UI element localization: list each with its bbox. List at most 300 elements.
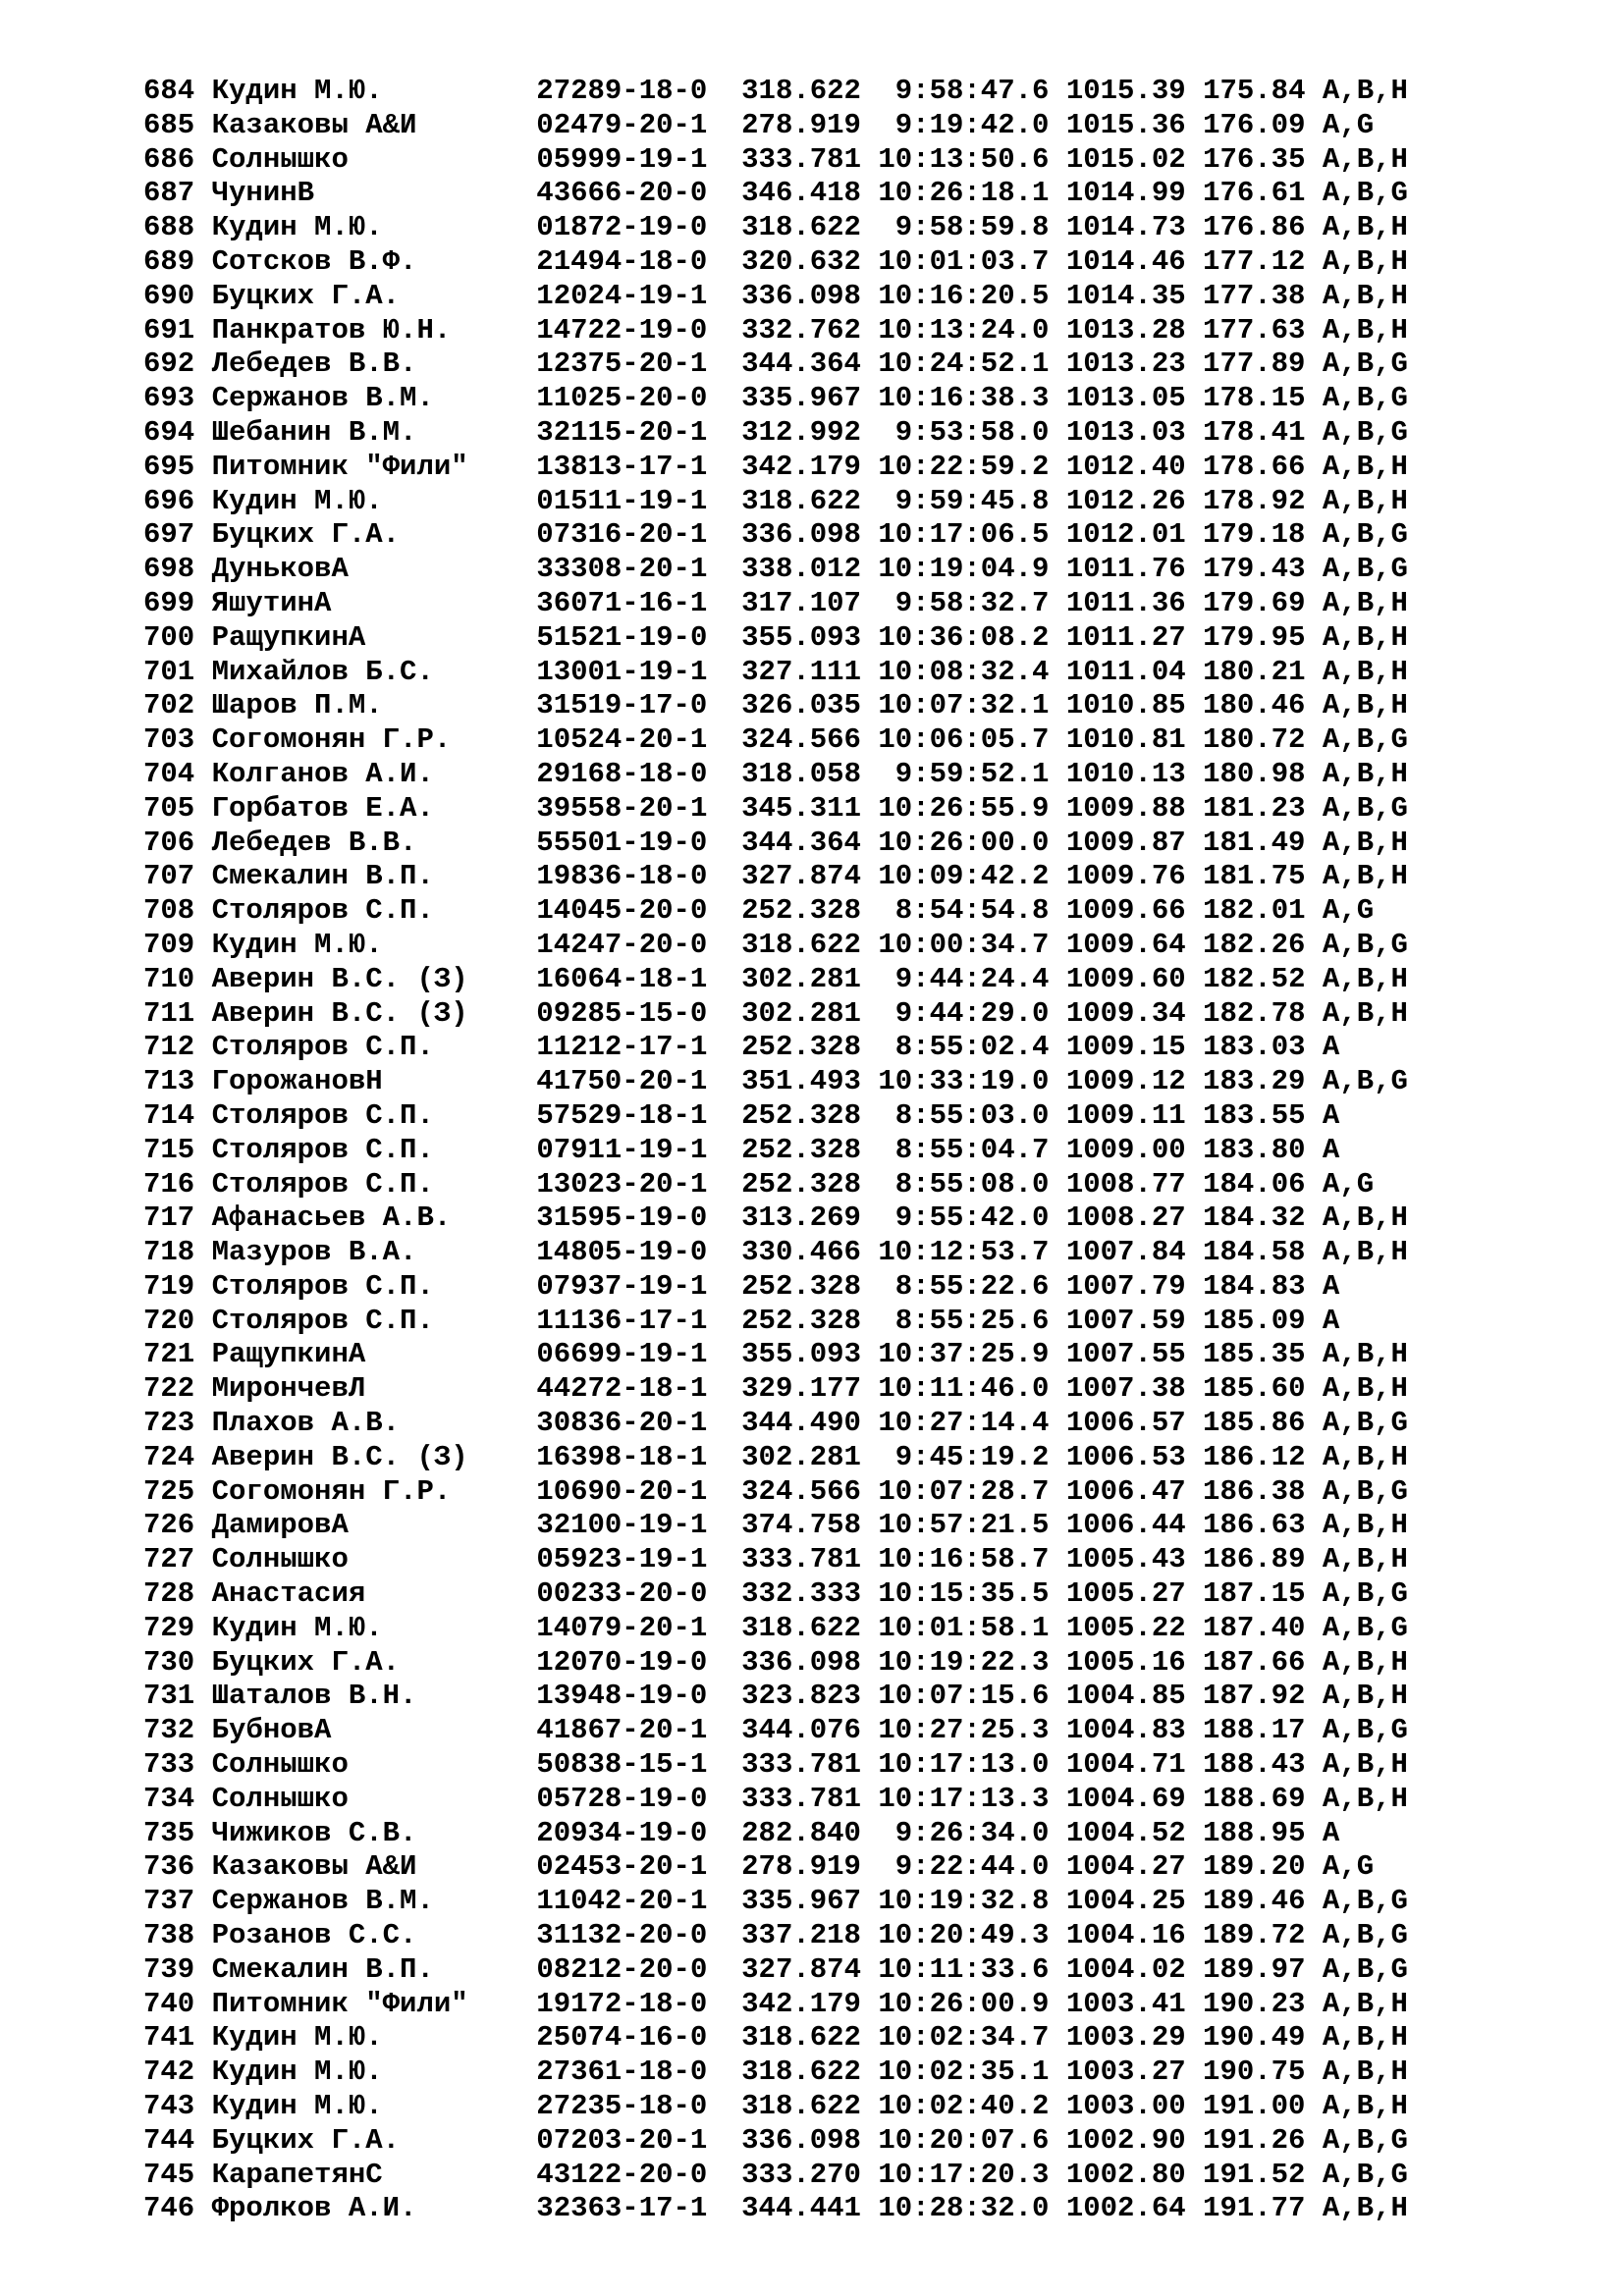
coefficient-cell: 186.63 [1203,1509,1306,1542]
categories-cell: A [1322,1133,1340,1166]
coefficient-cell: 185.35 [1203,1338,1306,1371]
coefficient-cell: 185.60 [1203,1372,1306,1406]
distance-cell: 336.098 [741,2123,861,2157]
categories-cell: A,B,H [1322,1509,1408,1542]
time-cell: 10:33:19.0 [878,1065,1050,1098]
ring-cell: 13001-19-1 [536,655,708,688]
place-cell: 735 [143,1816,195,1849]
coefficient-cell: 181.75 [1203,860,1306,893]
speed-cell: 1014.73 [1065,211,1186,244]
categories-cell: A,B,H [1322,244,1408,278]
distance-cell: 318.622 [741,2056,861,2089]
result-row [143,1338,1408,1372]
coefficient-cell: 180.21 [1203,655,1306,688]
distance-cell: 318.622 [741,484,861,517]
fancier-cell: Буцких Г.А. [211,2123,401,2157]
time-cell: 8:55:03.0 [894,1098,1050,1132]
categories-cell: A,B,G [1322,1577,1408,1611]
categories-cell: A,G [1322,1850,1375,1884]
time-cell: 10:02:34.7 [878,2021,1050,2055]
place-cell: 723 [143,1407,195,1440]
result-row [143,894,1408,929]
time-cell: 10:36:08.2 [878,620,1050,654]
categories-cell: A [1322,1816,1340,1849]
fancier-cell: Буцких Г.А. [211,518,401,552]
ring-cell: 05923-19-1 [536,1543,708,1576]
fancier-cell: РащупкинА [211,620,366,654]
ring-cell: 31595-19-0 [536,1201,708,1235]
place-cell: 733 [143,1748,195,1782]
distance-cell: 326.035 [741,689,861,722]
categories-cell: A,B,H [1322,586,1408,619]
distance-cell: 302.281 [741,996,861,1030]
time-cell: 10:15:35.5 [878,1577,1050,1611]
time-cell: 9:53:58.0 [894,415,1050,449]
categories-cell: A,B,H [1322,860,1408,893]
distance-cell: 313.269 [741,1201,861,1235]
ring-cell: 14079-20-1 [536,1611,708,1644]
distance-cell: 333.781 [741,1782,861,1815]
fancier-cell: Розанов С.С. [211,1919,417,1952]
categories-cell: A,B,H [1322,279,1408,312]
speed-cell: 1009.15 [1065,1031,1186,1064]
speed-cell: 1002.90 [1065,2123,1186,2157]
coefficient-cell: 178.66 [1203,450,1306,483]
categories-cell: A,B,G [1322,177,1408,210]
categories-cell: A,B,H [1322,1645,1408,1679]
coefficient-cell: 188.69 [1203,1782,1306,1815]
result-row [143,1988,1408,2022]
time-cell: 10:17:20.3 [878,2158,1050,2191]
fancier-cell: Шаров П.М. [211,689,383,722]
time-cell: 10:01:58.1 [878,1611,1050,1644]
place-cell: 727 [143,1543,195,1576]
fancier-cell: ГорожановН [211,1065,383,1098]
fancier-cell: ДуньковА [211,553,349,586]
fancier-cell: Согомонян Г.Р. [211,1474,452,1508]
distance-cell: 336.098 [741,1645,861,1679]
place-cell: 725 [143,1474,195,1508]
speed-cell: 1004.52 [1065,1816,1186,1849]
speed-cell: 1009.00 [1065,1133,1186,1166]
speed-cell: 1010.85 [1065,689,1186,722]
fancier-cell: Смекалин В.П. [211,1952,434,1986]
ring-cell: 02479-20-1 [536,108,708,141]
speed-cell: 1004.85 [1065,1680,1186,1713]
fancier-cell: Колганов А.И. [211,757,434,790]
categories-cell: A,B,G [1322,723,1408,757]
place-cell: 697 [143,518,195,552]
ring-cell: 27289-18-0 [536,75,708,107]
coefficient-cell: 179.43 [1203,553,1306,586]
result-row [143,2021,1408,2056]
distance-cell: 302.281 [741,1440,861,1473]
time-cell: 10:09:42.2 [878,860,1050,893]
result-row [143,211,1408,245]
ring-cell: 43122-20-0 [536,2158,708,2191]
result-row [143,587,1408,621]
result-row [143,1817,1408,1851]
speed-cell: 1014.99 [1065,177,1186,210]
categories-cell: A,B,H [1322,1748,1408,1782]
coefficient-cell: 185.09 [1203,1304,1306,1337]
speed-cell: 1002.64 [1065,2192,1186,2225]
fancier-cell: Плахов А.В. [211,1407,401,1440]
time-cell: 10:26:00.9 [878,1987,1050,2020]
categories-cell: A,B,G [1322,347,1408,381]
speed-cell: 1003.00 [1065,2090,1186,2123]
time-cell: 9:58:32.7 [894,586,1050,619]
categories-cell: A,B,H [1322,1372,1408,1406]
place-cell: 709 [143,928,195,961]
coefficient-cell: 187.92 [1203,1680,1306,1713]
time-cell: 10:11:46.0 [878,1372,1050,1406]
place-cell: 696 [143,484,195,517]
speed-cell: 1010.13 [1065,757,1186,790]
speed-cell: 1008.27 [1065,1201,1186,1235]
categories-cell: A,B,H [1322,996,1408,1030]
ring-cell: 21494-18-0 [536,244,708,278]
distance-cell: 318.058 [741,757,861,790]
distance-cell: 333.270 [741,2158,861,2191]
result-row [143,1236,1408,1270]
time-cell: 10:16:20.5 [878,279,1050,312]
fancier-cell: РащупкинА [211,1338,366,1371]
distance-cell: 318.622 [741,211,861,244]
result-row [143,1714,1408,1748]
distance-cell: 318.622 [741,2021,861,2055]
fancier-cell: Лебедев В.В. [211,347,417,381]
distance-cell: 318.622 [741,75,861,107]
speed-cell: 1014.35 [1065,279,1186,312]
distance-cell: 335.967 [741,382,861,415]
coefficient-cell: 177.63 [1203,313,1306,347]
fancier-cell: Кудин М.Ю. [211,2090,383,2123]
result-row [143,1577,1408,1612]
ring-cell: 08212-20-0 [536,1952,708,1986]
time-cell: 9:59:52.1 [894,757,1050,790]
ring-cell: 12375-20-1 [536,347,708,381]
coefficient-cell: 176.86 [1203,211,1306,244]
coefficient-cell: 182.26 [1203,928,1306,961]
result-row [143,792,1408,827]
speed-cell: 1012.26 [1065,484,1186,517]
categories-cell: A,B,G [1322,1065,1408,1098]
distance-cell: 332.333 [741,1577,861,1611]
time-cell: 10:22:59.2 [878,450,1050,483]
ring-cell: 43666-20-0 [536,177,708,210]
speed-cell: 1005.16 [1065,1645,1186,1679]
speed-cell: 1011.36 [1065,586,1186,619]
distance-cell: 344.490 [741,1407,861,1440]
fancier-cell: Столяров С.П. [211,894,434,928]
speed-cell: 1005.43 [1065,1543,1186,1576]
categories-cell: A,G [1322,108,1375,141]
coefficient-cell: 179.69 [1203,586,1306,619]
speed-cell: 1005.22 [1065,1611,1186,1644]
ring-cell: 32100-19-1 [536,1509,708,1542]
time-cell: 9:26:34.0 [894,1816,1050,1849]
place-cell: 738 [143,1919,195,1952]
categories-cell: A,B,G [1322,928,1408,961]
categories-cell: A,B,H [1322,2192,1408,2225]
speed-cell: 1015.36 [1065,108,1186,141]
result-row [143,177,1408,211]
result-row [143,143,1408,178]
place-cell: 714 [143,1098,195,1132]
speed-cell: 1006.47 [1065,1474,1186,1508]
ring-cell: 10524-20-1 [536,723,708,757]
fancier-cell: Буцких Г.А. [211,279,401,312]
speed-cell: 1014.46 [1065,244,1186,278]
ring-cell: 20934-19-0 [536,1816,708,1849]
fancier-cell: Буцких Г.А. [211,1645,401,1679]
result-row [143,1919,1408,1953]
time-cell: 9:44:24.4 [894,962,1050,995]
result-row [143,1748,1408,1783]
place-cell: 704 [143,757,195,790]
ring-cell: 19172-18-0 [536,1987,708,2020]
categories-cell: A,B,H [1322,1782,1408,1815]
fancier-cell: Столяров С.П. [211,1269,434,1303]
distance-cell: 324.566 [741,723,861,757]
coefficient-cell: 177.38 [1203,279,1306,312]
coefficient-cell: 177.12 [1203,244,1306,278]
distance-cell: 252.328 [741,1133,861,1166]
distance-cell: 344.364 [741,347,861,381]
fancier-cell: Лебедев В.В. [211,826,417,859]
categories-cell: A,B,G [1322,1952,1408,1986]
distance-cell: 252.328 [741,1098,861,1132]
time-cell: 10:00:34.7 [878,928,1050,961]
time-cell: 10:12:53.7 [878,1236,1050,1269]
time-cell: 8:55:02.4 [894,1031,1050,1064]
place-cell: 690 [143,279,195,312]
fancier-cell: Столяров С.П. [211,1098,434,1132]
categories-cell: A,B,H [1322,2090,1408,2123]
speed-cell: 1007.79 [1065,1269,1186,1303]
distance-cell: 312.992 [741,415,861,449]
time-cell: 8:55:25.6 [894,1304,1050,1337]
place-cell: 729 [143,1611,195,1644]
distance-cell: 338.012 [741,553,861,586]
speed-cell: 1007.55 [1065,1338,1186,1371]
place-cell: 742 [143,2056,195,2089]
place-cell: 703 [143,723,195,757]
fancier-cell: Фролков А.И. [211,2192,417,2225]
fancier-cell: Афанасьев А.В. [211,1201,452,1235]
result-row [143,2056,1408,2090]
speed-cell: 1009.88 [1065,791,1186,825]
coefficient-cell: 186.12 [1203,1440,1306,1473]
fancier-cell: Казаковы А&И [211,1850,417,1884]
time-cell: 8:55:08.0 [894,1167,1050,1201]
time-cell: 10:02:40.2 [878,2090,1050,2123]
categories-cell: A,B,G [1322,1919,1408,1952]
ring-cell: 51521-19-0 [536,620,708,654]
categories-cell: A,B,H [1322,313,1408,347]
time-cell: 10:02:35.1 [878,2056,1050,2089]
time-cell: 10:16:58.7 [878,1543,1050,1576]
distance-cell: 252.328 [741,1167,861,1201]
fancier-cell: Столяров С.П. [211,1167,434,1201]
fancier-cell: Сержанов В.М. [211,1885,434,1918]
time-cell: 10:08:32.4 [878,655,1050,688]
speed-cell: 1012.01 [1065,518,1186,552]
coefficient-cell: 189.97 [1203,1952,1306,1986]
result-row [143,2124,1408,2159]
result-row [143,2090,1408,2124]
distance-cell: 333.781 [741,1748,861,1782]
categories-cell: A,B,H [1322,826,1408,859]
speed-cell: 1004.02 [1065,1952,1186,1986]
speed-cell: 1009.34 [1065,996,1186,1030]
coefficient-cell: 179.18 [1203,518,1306,552]
distance-cell: 335.967 [741,1885,861,1918]
ring-cell: 07316-20-1 [536,518,708,552]
result-row [143,2159,1408,2193]
place-cell: 688 [143,211,195,244]
coefficient-cell: 187.40 [1203,1611,1306,1644]
ring-cell: 05728-19-0 [536,1782,708,1815]
speed-cell: 1006.53 [1065,1440,1186,1473]
result-row [143,1270,1408,1305]
ring-cell: 31519-17-0 [536,689,708,722]
coefficient-cell: 183.03 [1203,1031,1306,1064]
distance-cell: 355.093 [741,1338,861,1371]
categories-cell: A,B,H [1322,1543,1408,1576]
fancier-cell: Аверин В.С. (З) [211,1440,468,1473]
categories-cell: A,B,G [1322,791,1408,825]
distance-cell: 252.328 [741,1304,861,1337]
fancier-cell: ЧунинВ [211,177,315,210]
distance-cell: 327.111 [741,655,861,688]
time-cell: 10:07:32.1 [878,689,1050,722]
ring-cell: 16064-18-1 [536,962,708,995]
distance-cell: 336.098 [741,279,861,312]
speed-cell: 1007.38 [1065,1372,1186,1406]
time-cell: 10:07:15.6 [878,1680,1050,1713]
result-row [143,1612,1408,1646]
place-cell: 687 [143,177,195,210]
categories-cell: A,B,H [1322,689,1408,722]
result-row [143,1441,1408,1475]
ring-cell: 39558-20-1 [536,791,708,825]
distance-cell: 333.781 [741,142,861,176]
coefficient-cell: 189.20 [1203,1850,1306,1884]
fancier-cell: Сотсков В.Ф. [211,244,417,278]
place-cell: 689 [143,244,195,278]
speed-cell: 1004.25 [1065,1885,1186,1918]
coefficient-cell: 184.06 [1203,1167,1306,1201]
place-cell: 719 [143,1269,195,1303]
categories-cell: A,B,G [1322,1714,1408,1747]
distance-cell: 346.418 [741,177,861,210]
fancier-cell: Мазуров В.А. [211,1236,417,1269]
result-row [143,451,1408,485]
time-cell: 10:16:38.3 [878,382,1050,415]
fancier-cell: Шаталов В.Н. [211,1680,417,1713]
speed-cell: 1009.11 [1065,1098,1186,1132]
ring-cell: 29168-18-0 [536,757,708,790]
ring-cell: 27361-18-0 [536,2056,708,2089]
coefficient-cell: 181.23 [1203,791,1306,825]
result-row [143,656,1408,690]
coefficient-cell: 191.00 [1203,2090,1306,2123]
ring-cell: 33308-20-1 [536,553,708,586]
speed-cell: 1011.04 [1065,655,1186,688]
categories-cell: A,B,H [1322,142,1408,176]
fancier-cell: МирончевЛ [211,1372,366,1406]
speed-cell: 1006.57 [1065,1407,1186,1440]
fancier-cell: Питомник "Фили" [211,1987,468,2020]
place-cell: 706 [143,826,195,859]
place-cell: 732 [143,1714,195,1747]
time-cell: 10:06:05.7 [878,723,1050,757]
result-row [143,929,1408,963]
place-cell: 707 [143,860,195,893]
time-cell: 10:57:21.5 [878,1509,1050,1542]
coefficient-cell: 180.98 [1203,757,1306,790]
place-cell: 685 [143,108,195,141]
fancier-cell: Солнышко [211,1543,349,1576]
coefficient-cell: 178.41 [1203,415,1306,449]
distance-cell: 302.281 [741,962,861,995]
place-cell: 701 [143,655,195,688]
time-cell: 10:17:13.3 [878,1782,1050,1815]
categories-cell: A,B,H [1322,1680,1408,1713]
categories-cell: A,B,G [1322,415,1408,449]
fancier-cell: Аверин В.С. (З) [211,996,468,1030]
place-cell: 713 [143,1065,195,1098]
fancier-cell: Солнышко [211,1782,349,1815]
distance-cell: 320.632 [741,244,861,278]
ring-cell: 14045-20-0 [536,894,708,928]
place-cell: 740 [143,1987,195,2020]
distance-cell: 317.107 [741,586,861,619]
categories-cell: A,B,H [1322,2021,1408,2055]
place-cell: 710 [143,962,195,995]
fancier-cell: ДамировА [211,1509,349,1542]
result-row [143,758,1408,792]
distance-cell: 344.441 [741,2192,861,2225]
coefficient-cell: 186.38 [1203,1474,1306,1508]
distance-cell: 323.823 [741,1680,861,1713]
ring-cell: 32363-17-1 [536,2192,708,2225]
speed-cell: 1011.27 [1065,620,1186,654]
place-cell: 686 [143,142,195,176]
place-cell: 700 [143,620,195,654]
fancier-cell: Анастасия [211,1577,366,1611]
ring-cell: 36071-16-1 [536,586,708,619]
result-row [143,827,1408,861]
distance-cell: 318.622 [741,1611,861,1644]
categories-cell: A,B,G [1322,1407,1408,1440]
categories-cell: A,B,G [1322,553,1408,586]
result-row [143,1201,1408,1236]
coefficient-cell: 180.46 [1203,689,1306,722]
fancier-cell: ЯшутинА [211,586,332,619]
speed-cell: 1004.16 [1065,1919,1186,1952]
fancier-cell: Солнышко [211,142,349,176]
result-row [143,1885,1408,1919]
place-cell: 705 [143,791,195,825]
coefficient-cell: 183.80 [1203,1133,1306,1166]
distance-cell: 333.781 [741,1543,861,1576]
time-cell: 10:17:13.0 [878,1748,1050,1782]
coefficient-cell: 182.01 [1203,894,1306,928]
place-cell: 741 [143,2021,195,2055]
